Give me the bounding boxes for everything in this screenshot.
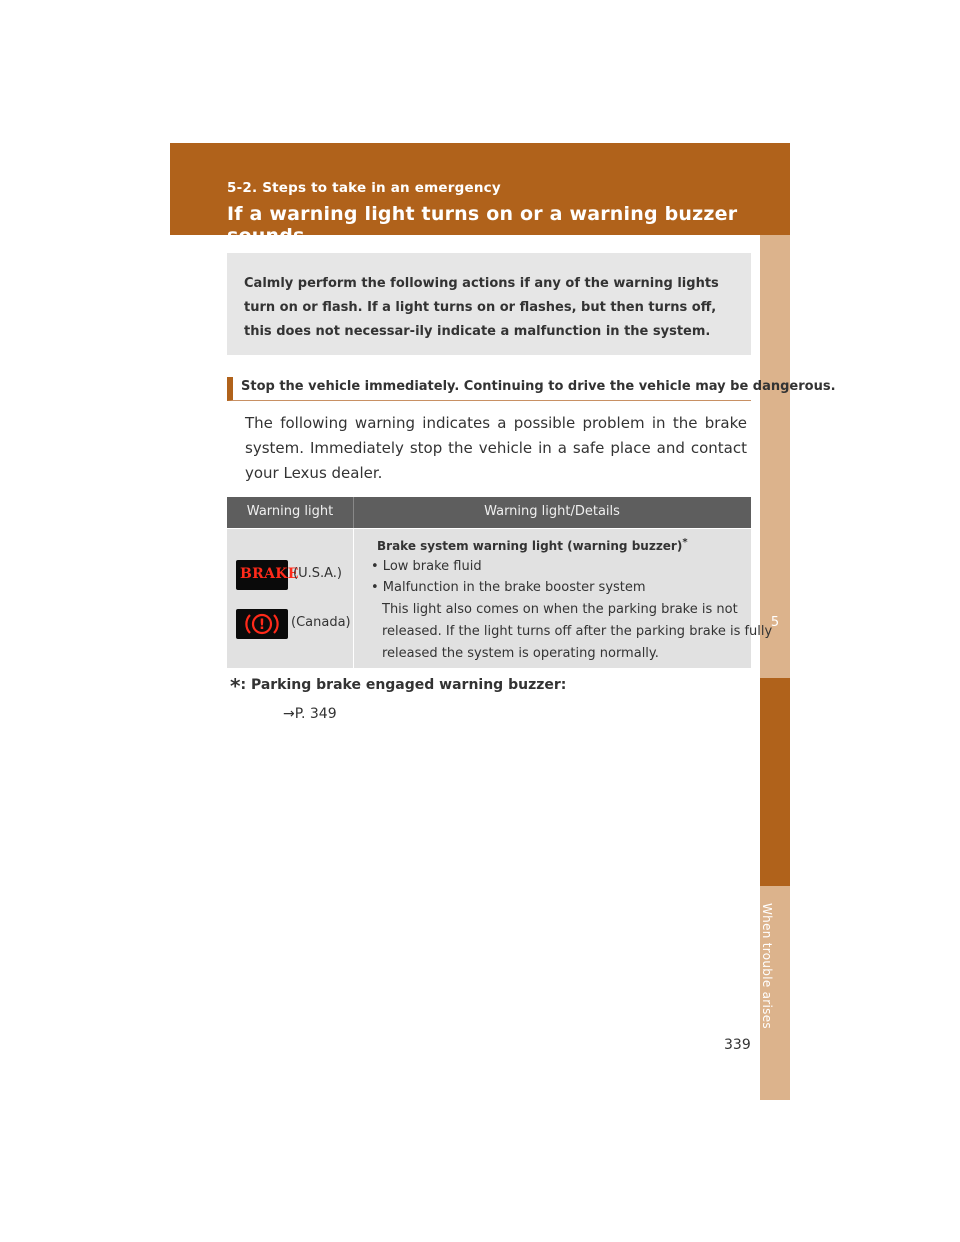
chapter-name: When trouble arises: [760, 903, 774, 1029]
svg-text:!: !: [258, 617, 266, 633]
warning-table: [227, 497, 773, 668]
region-usa: (U.S.A.): [293, 566, 342, 581]
footnote-mark: *: [682, 537, 688, 548]
brake-warning-lamp-icon: [236, 560, 299, 590]
footnote: [230, 674, 566, 698]
warning-bar-text: Stop the vehicle immediately. Continuing to drive the vehicle may be dangerous.: [241, 379, 836, 394]
page-header: [170, 143, 790, 247]
detail-title: Brake system warning light (warning buzzer)*: [377, 537, 688, 553]
footnote-text: : Parking brake engaged warning buzzer:: [240, 677, 567, 693]
page-title: If a warning light turns on or a warning buzzer sounds...: [227, 203, 738, 247]
page-number: 339: [724, 1037, 751, 1053]
note-line-2: released. If the light turns off after the parking brake is fully: [382, 624, 773, 639]
chapter-side-tab[interactable]: [760, 143, 790, 1100]
section-label: 5-2. Steps to take in an emergency: [227, 180, 501, 196]
brake-symbol-icon: [236, 609, 288, 639]
header-details: Warning light/Details: [484, 504, 620, 519]
page-reference-link[interactable]: →P. 349: [283, 706, 337, 722]
intro-box: [227, 253, 751, 355]
note-line-1: This light also comes on when the parking brake is not: [382, 602, 738, 617]
intro-text: Calmly perform the following actions if any of the warning lights turn on or flash. If a light turns on or flashes, but then turns off, this does not necessar-ily indicate a malfunction in the system.: [244, 276, 719, 339]
chapter-block: [760, 678, 790, 886]
cell-divider: [353, 529, 354, 668]
table-header: [227, 497, 751, 528]
side-tab-top: [760, 143, 790, 235]
warning-bar: [227, 377, 836, 401]
table-row: [227, 528, 773, 668]
note-line-3: released the system is operating normally.: [382, 646, 659, 661]
chapter-number: 5: [770, 615, 780, 630]
region-canada: (Canada): [291, 615, 351, 630]
brake-warning-canada-icon: [236, 609, 288, 639]
body-paragraph: The following warning indicates a possible problem in the brake system. Immediately stop the vehicle in a safe place and contact your Lexus dealer.: [245, 414, 747, 482]
bullet-booster: • Malfunction in the brake booster system: [371, 580, 646, 595]
header-warning-light: Warning light: [246, 504, 334, 519]
brake-lamp-text: BRAKE: [240, 566, 299, 582]
bullet-low-fluid: • Low brake fluid: [371, 559, 482, 574]
footnote-asterisk: *: [230, 674, 241, 698]
